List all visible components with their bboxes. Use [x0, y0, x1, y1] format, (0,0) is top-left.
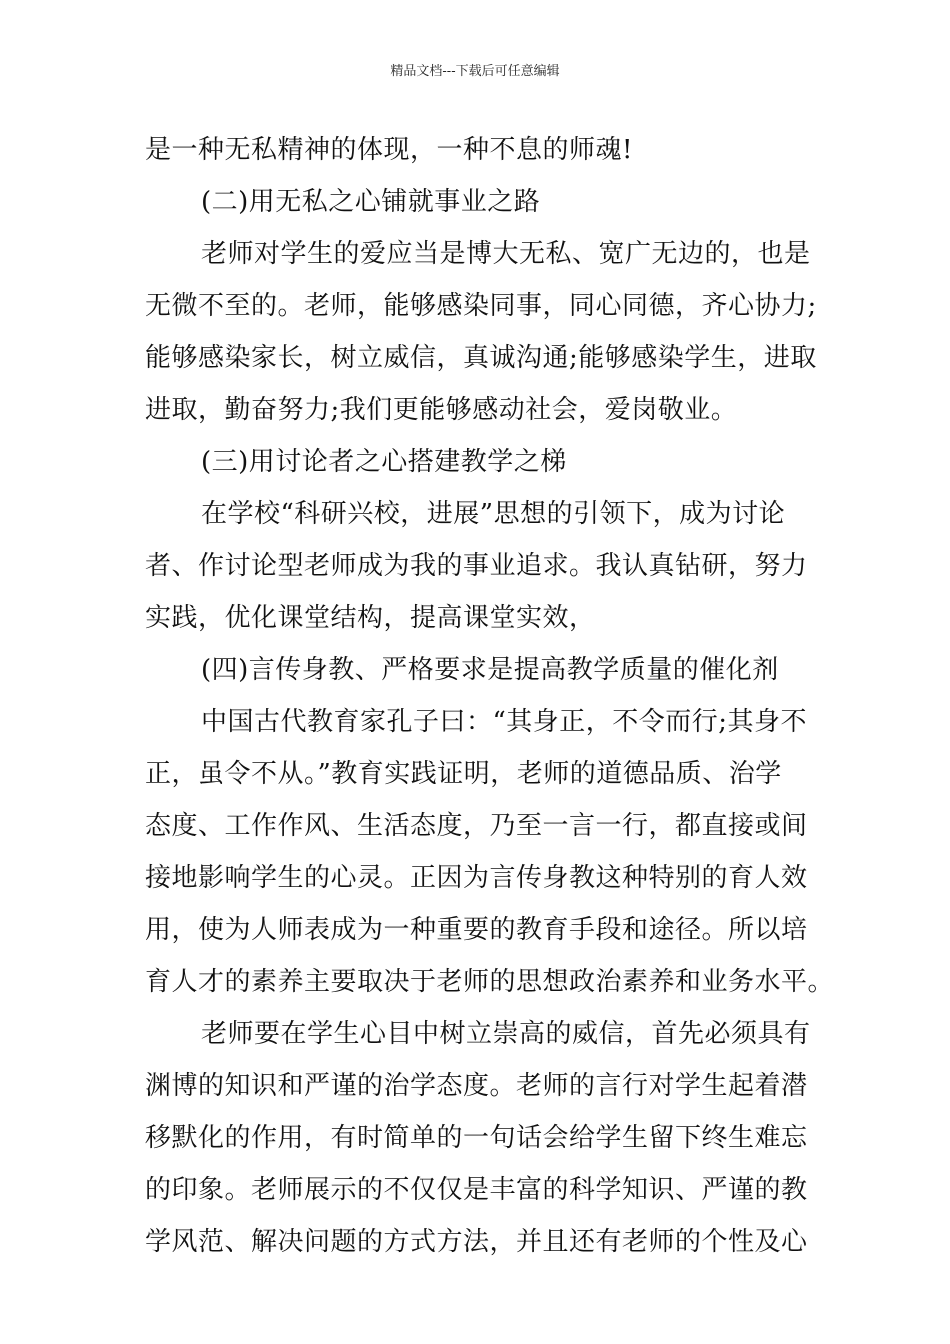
section-heading: (四)言传身教、严格要求是提高教学质量的催化剂: [201, 655, 779, 685]
text-line: 是一种无私精神的体现，一种不息的师魂!: [145, 135, 633, 165]
text-line: 的印象。老师展示的不仅仅是丰富的科学知识、严谨的教: [145, 1175, 808, 1205]
text-line: 正，虽令不从。”教育实践证明，老师的道德品质、治学: [145, 759, 782, 789]
section-heading: (二)用无私之心铺就事业之路: [201, 187, 541, 217]
text-line: 在学校“科研兴校，进展”思想的引领下，成为讨论: [201, 499, 786, 529]
text-line: 进取，勤奋努力;我们更能够感动社会，爱岗敬业。: [145, 395, 738, 425]
text-line: 无微不至的。老师，能够感染同事，同心同德，齐心协力;: [145, 291, 817, 321]
text-line: 学风范、解决问题的方式方法，并且还有老师的个性及心: [145, 1227, 808, 1257]
text-line: 育人才的素养主要取决于老师的思想政治素养和业务水平。: [145, 967, 835, 997]
text-line: 中国古代教育家孔子曰：“其身正，不令而行;其身不: [201, 707, 808, 737]
document-body: [145, 124, 835, 1268]
text-line: 老师要在学生心目中树立崇高的威信，首先必须具有: [201, 1019, 811, 1049]
text-line: 能够感染家长，树立威信，真诚沟通;能够感染学生，进取: [145, 343, 817, 373]
text-line: 态度、工作作风、生活态度，乃至一言一行，都直接或间: [145, 811, 808, 841]
text-line: 用，使为人师表成为一种重要的教育手段和途径。所以培: [145, 915, 808, 945]
text-line: 渊博的知识和严谨的治学态度。老师的言行对学生起着潜: [145, 1071, 808, 1101]
text-line: 移默化的作用，有时简单的一句话会给学生留下终生难忘: [145, 1123, 808, 1153]
text-line: 接地影响学生的心灵。正因为言传身教这种特别的育人效: [145, 863, 808, 893]
section-heading: (三)用讨论者之心搭建教学之梯: [201, 447, 567, 477]
text-line: 老师对学生的爱应当是博大无私、宽广无边的，也是: [201, 239, 811, 269]
text-line: 实践，优化课堂结构，提高课堂实效，: [145, 603, 596, 633]
page-header: 精品文档---下载后可任意编辑: [390, 64, 560, 79]
text-line: 者、作讨论型老师成为我的事业追求。我认真钻研，努力: [145, 551, 808, 581]
